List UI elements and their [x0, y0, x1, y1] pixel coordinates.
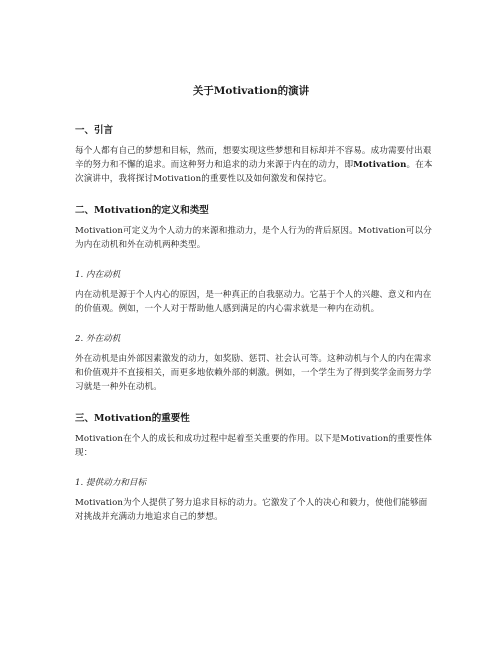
bold-keyword: Motivation [353, 160, 407, 170]
paragraph-text: 每个人都有自己的梦想和目标，然而，想要实现这些梦想和目标却并不容易。成功需要付出艰辛的努力和不懈的追求。而这种努力和追求的动力来源于内在的动力，即 [75, 146, 432, 170]
section-heading: 三、Motivation的重要性 [75, 413, 190, 424]
subheading: 2. 外在动机 [75, 334, 121, 344]
subheading: 1. 内在动机 [75, 270, 121, 280]
document-body [75, 124, 435, 524]
section-paragraph: Motivation为个人提供了努力追求目标的动力。它激发了个人的决心和毅力，使他们能够面对挑战并充满动力地追求自己的梦想。 [75, 498, 428, 522]
section-paragraph: 内在动机是源于个人内心的原因，是一种真正的自我驱动力。它基于个人的兴趣、意义和内在的价值观。例如，一个人对于帮助他人感到满足的内心需求就是一种内在动机。 [75, 290, 432, 314]
section-introduction [75, 124, 435, 186]
section-paragraph: Motivation可定义为个人动力的来源和推动力，是个人行为的背后原因。Motivation可以分为内在动机和外在动机两种类型。 [75, 226, 432, 250]
section-paragraph: Motivation在个人的成长和成功过程中起着至关重要的作用。以下是Motivation的重要性体现： [75, 434, 432, 458]
paragraph-text: 。在本次演讲中，我将探讨Motivation的重要性以及如何激发和保持它。 [75, 160, 433, 184]
section-heading: 一、引言 [75, 125, 114, 136]
section-definition-types [75, 204, 435, 394]
section-importance [75, 412, 435, 524]
document-title: 关于Motivation的演讲 [192, 85, 310, 97]
section-heading: 二、Motivation的定义和类型 [75, 205, 209, 216]
section-paragraph [75, 144, 435, 186]
section-paragraph: 外在动机是由外部因素激发的动力，如奖励、惩罚、社会认可等。这种动机与个人的内在需求和价值观并不直接相关，而更多地依赖外部的刺激。例如，一个学生为了得到奖学金而努力学习就是一种外在动机。 [75, 354, 432, 392]
subheading: 1. 提供动力和目标 [75, 478, 147, 488]
